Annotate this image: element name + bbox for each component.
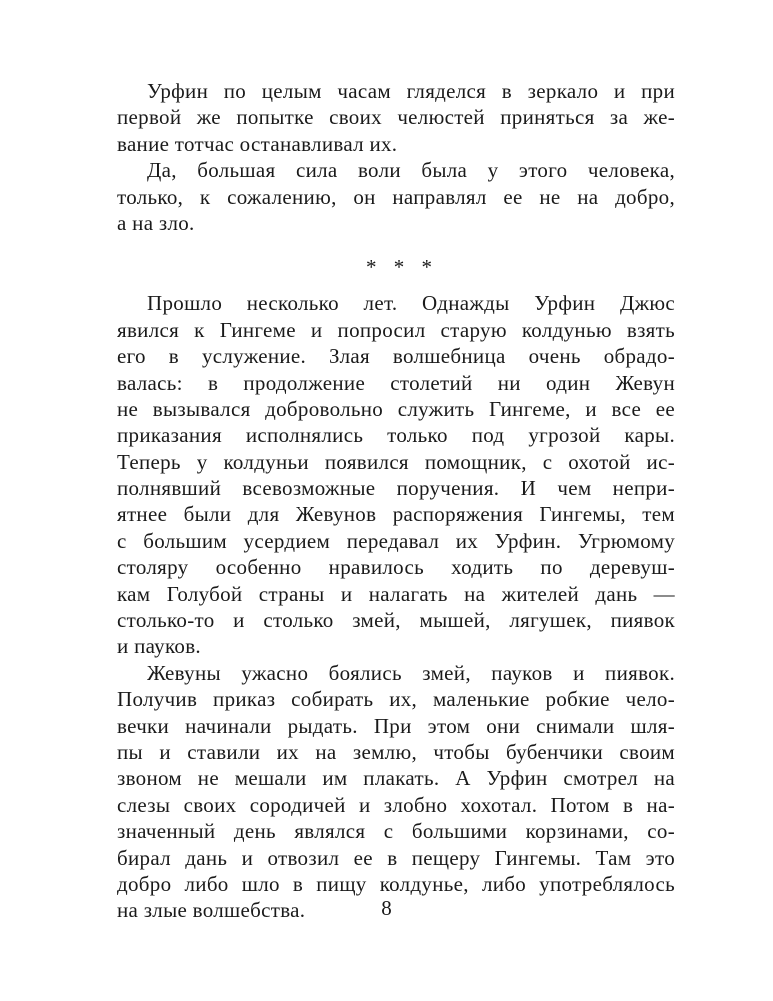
text-line: столько-то и столько змей, мышей, лягушек, пиявок bbox=[117, 608, 675, 633]
text-line: полнявший всевозможные поручения. И чем непри- bbox=[117, 476, 675, 501]
text-line: и пауков. bbox=[117, 634, 201, 659]
text-line: значенный день являлся с большими корзинами, со- bbox=[117, 819, 675, 844]
section-separator: * * * bbox=[366, 255, 438, 280]
text-line: первой же попытке своих челюстей приняться за же- bbox=[117, 105, 675, 130]
text-line: Урфин по целым часам гляделся в зеркало и при bbox=[147, 79, 675, 103]
text-line: Жевуны ужасно боялись змей, пауков и пиявок. bbox=[147, 660, 675, 685]
paragraph bbox=[117, 290, 675, 659]
text-line: Получив приказ собирать их, маленькие робкие чело- bbox=[117, 687, 675, 712]
text-line: только, к сожалению, он направлял ее не на добро, bbox=[117, 184, 675, 209]
text-line: добро либо шло в пищу колдунье, либо употреблялось bbox=[117, 871, 675, 896]
text-line: явился к Гингеме и попросил старую колдунью взять bbox=[117, 317, 675, 342]
text-line: вечки начинали рыдать. При этом они снимали шля- bbox=[117, 713, 675, 738]
text-line: Да, большая сила воли была у этого человека, bbox=[147, 158, 675, 183]
text-line: кам Голубой страны и налагать на жителей дань — bbox=[117, 581, 675, 606]
text-line: звоном не мешали им плакать. А Урфин смотрел на bbox=[117, 766, 675, 791]
page-body bbox=[117, 78, 675, 924]
paragraph bbox=[117, 157, 675, 236]
text-block-top bbox=[117, 78, 675, 236]
text-line: приказания исполнялись только под угрозой кары. bbox=[117, 423, 675, 448]
text-line: на злые волшебства. bbox=[117, 898, 306, 923]
text-line: пы и ставили их на землю, чтобы бубенчики своим bbox=[117, 739, 675, 764]
text-line: бирал дань и отвозил ее в пещеру Гингемы. Там это bbox=[117, 845, 675, 870]
text-line: Прошло несколько лет. Однажды Урфин Джюс bbox=[147, 291, 675, 316]
text-block-bottom bbox=[117, 290, 675, 923]
page-number: 8 bbox=[381, 896, 392, 920]
text-line: с большим усердием передавал их Урфин. Угрюмому bbox=[117, 528, 675, 553]
text-line: слезы своих сородичей и злобно хохотал. Потом в на- bbox=[117, 792, 675, 817]
text-line: не вызывался добровольно служить Гингеме, и все ее bbox=[117, 396, 675, 421]
text-line: его в услужение. Злая волшебница очень обрадо- bbox=[117, 344, 675, 369]
text-line: вание тотчас останавливал их. bbox=[117, 131, 398, 156]
paragraph bbox=[117, 660, 675, 924]
text-line: ятнее были для Жевунов распоряжения Гингемы, тем bbox=[117, 502, 675, 527]
text-line: столяру особенно нравилось ходить по деревуш- bbox=[117, 555, 675, 580]
text-line: а на зло. bbox=[117, 210, 195, 235]
text-line: валась: в продолжение столетий ни один Жевун bbox=[117, 370, 675, 395]
paragraph bbox=[117, 78, 675, 157]
text-line: Теперь у колдуньи появился помощник, с охотой ис- bbox=[117, 449, 675, 474]
